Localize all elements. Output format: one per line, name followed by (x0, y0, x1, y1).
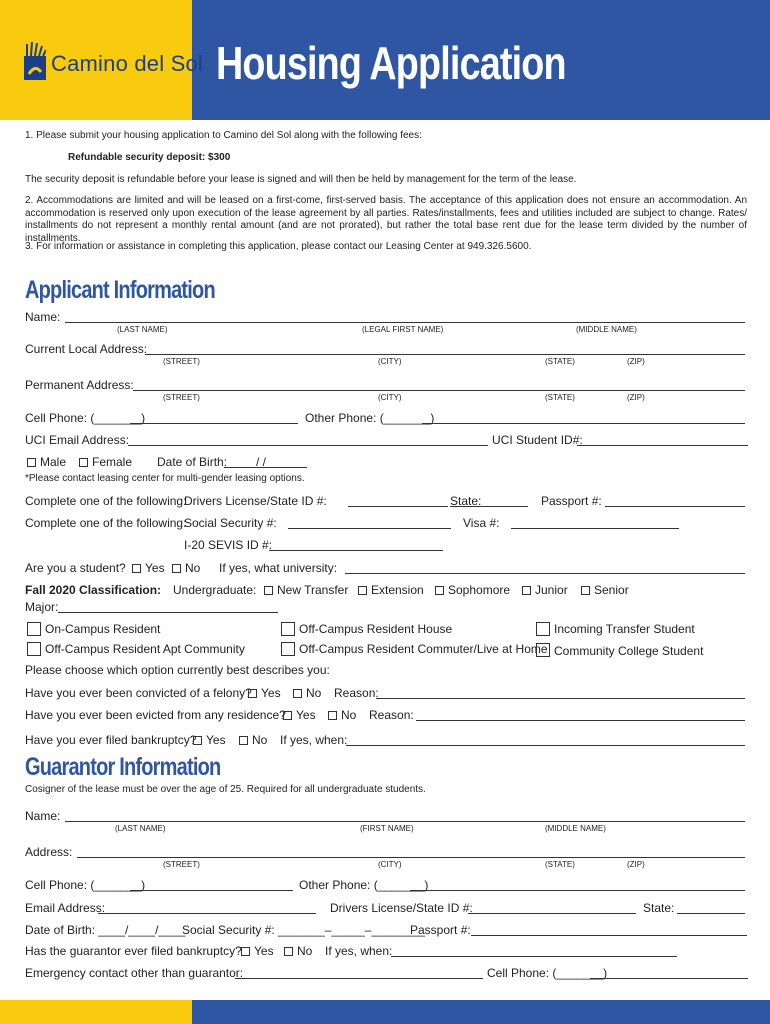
intro-item-1: 1. Please submit your housing application to Camino del Sol along with the following fees: (25, 130, 422, 141)
permanent-address-label: Permanent Address: (25, 378, 134, 392)
guarantor-first-name-caption: (FIRST NAME) (360, 824, 414, 833)
emergency-cell-label: Cell Phone: (_______) (487, 966, 608, 980)
ssn-label: Social Security #: (184, 516, 277, 530)
footer-yellow (0, 1000, 192, 1024)
i20-field[interactable] (269, 550, 443, 551)
middle-name-caption: (MIDDLE NAME) (576, 325, 637, 334)
state-field[interactable] (450, 506, 528, 507)
class-option-senior[interactable]: Senior (581, 583, 629, 597)
zip-caption: (ZIP) (627, 393, 645, 402)
guarantor-other-phone-field[interactable] (410, 890, 745, 891)
resident-option-incoming-transfer: Incoming Transfer Student (554, 622, 695, 636)
major-label: Major: (25, 600, 59, 614)
felony-yes-option[interactable]: Yes (248, 686, 281, 700)
checkbox-icon[interactable] (581, 586, 590, 595)
guarantor-state-field[interactable] (677, 913, 745, 914)
current-address-field[interactable] (145, 354, 745, 355)
eviction-reason-field[interactable] (416, 720, 745, 721)
bankruptcy-question: Have you ever filed bankruptcy? (25, 733, 197, 747)
cell-phone-field[interactable] (130, 423, 298, 424)
felony-no-option[interactable]: No (293, 686, 321, 700)
guarantor-middle-name-caption: (MIDDLE NAME) (545, 824, 606, 833)
checkbox-icon[interactable] (328, 711, 337, 720)
checkbox-icon[interactable] (536, 643, 550, 657)
guarantor-note: Cosigner of the lease must be over the age of 25. Required for all undergraduate students. (25, 784, 426, 795)
classification-label: Fall 2020 Classification: (25, 583, 162, 597)
class-option-new-transfer[interactable]: New Transfer (264, 583, 348, 597)
uci-email-field[interactable] (128, 445, 488, 446)
class-option-sophomore[interactable]: Sophomore (435, 583, 510, 597)
guarantor-street-caption: (STREET) (163, 860, 200, 869)
footer-bar (0, 1000, 770, 1024)
checkbox-icon[interactable] (27, 642, 41, 656)
undergraduate-label: Undergraduate: (173, 583, 257, 597)
guarantor-bankruptcy-yes[interactable]: Yes (241, 944, 274, 958)
multi-gender-note: *Please contact leasing center for multi-gender leasing options. (25, 473, 305, 484)
major-field[interactable] (58, 612, 278, 613)
passport-label: Passport #: (541, 494, 602, 508)
logo-text: Camino del Sol (51, 51, 203, 76)
guarantor-city-caption: (CITY) (378, 860, 402, 869)
other-phone-label: Other Phone: (_______) (305, 411, 435, 425)
checkbox-icon[interactable] (264, 586, 273, 595)
guarantor-license-field[interactable] (468, 913, 636, 914)
felony-reason-field[interactable] (376, 698, 745, 699)
emergency-contact-label: Emergency contact other than guarantor: (25, 966, 244, 980)
emergency-cell-field[interactable] (590, 978, 748, 979)
visa-label: Visa #: (463, 516, 500, 530)
bankruptcy-no-option[interactable]: No (239, 733, 267, 747)
guarantor-zip-caption: (ZIP) (627, 860, 645, 869)
footer-blue (192, 1000, 770, 1024)
checkbox-icon[interactable] (358, 586, 367, 595)
eviction-yes-option[interactable]: Yes (283, 708, 316, 722)
guarantor-bankruptcy-when-field[interactable] (391, 956, 677, 957)
checkbox-icon[interactable] (293, 689, 302, 698)
guarantor-bankruptcy-no[interactable]: No (284, 944, 312, 958)
header (0, 0, 770, 120)
deposit-note: The security deposit is refundable before your lease is signed and will then be held by management for the term of the lease. (25, 174, 577, 185)
eviction-question: Have you ever been evicted from any residence? (25, 708, 286, 722)
checkbox-icon[interactable] (435, 586, 444, 595)
state-caption: (STATE) (545, 393, 575, 402)
deposit-line: Refundable security deposit: $300 (68, 152, 231, 163)
checkbox-icon[interactable] (27, 622, 41, 636)
uci-email-label: UCI Email Address: (25, 433, 130, 447)
checkbox-icon[interactable] (241, 947, 250, 956)
bankruptcy-when-field[interactable] (346, 745, 745, 746)
class-option-extension[interactable]: Extension (358, 583, 424, 597)
guarantor-passport-label: Passport #: (410, 923, 471, 937)
resident-option-off-campus-apt: Off-Campus Resident Apt Community (45, 642, 245, 656)
checkbox-icon[interactable] (522, 586, 531, 595)
bankruptcy-when-label: If yes, when: (280, 733, 348, 747)
ssn-field[interactable] (288, 528, 451, 529)
other-phone-field[interactable] (422, 423, 745, 424)
guarantor-bankruptcy-when-label: If yes, when: (325, 944, 393, 958)
student-yes-option[interactable]: Yes (132, 561, 165, 575)
guarantor-ssn-label: Social Security #: _______–_____–________ (182, 923, 425, 937)
class-option-junior[interactable]: Junior (522, 583, 568, 597)
guarantor-name-field[interactable] (65, 821, 745, 822)
guarantor-license-label: Drivers License/State ID #: (330, 901, 473, 915)
checkbox-icon[interactable] (284, 947, 293, 956)
checkbox-icon[interactable] (172, 564, 181, 573)
university-field[interactable] (345, 573, 745, 574)
passport-field[interactable] (605, 506, 745, 507)
male-option[interactable]: Male (27, 455, 66, 469)
student-no-option[interactable]: No (172, 561, 200, 575)
guarantor-cell-field[interactable] (130, 890, 293, 891)
checkbox-icon[interactable] (281, 642, 295, 656)
resident-option-off-campus-house: Off-Campus Resident House (299, 622, 453, 636)
drivers-license-label: Drivers License/State ID #: (184, 494, 327, 508)
page-title: Housing Application (216, 37, 566, 89)
resident-option-community-college: Community College Student (554, 644, 704, 658)
checkbox-icon[interactable] (79, 458, 88, 467)
visa-field[interactable] (511, 528, 679, 529)
last-name-caption: (LAST NAME) (117, 325, 168, 334)
current-address-label: Current Local Address: (25, 342, 148, 356)
state-label: State: (450, 494, 482, 508)
checkbox-icon[interactable] (283, 711, 292, 720)
checkbox-icon[interactable] (27, 458, 36, 467)
drivers-license-field[interactable] (348, 506, 448, 507)
checkbox-icon[interactable] (193, 736, 202, 745)
guarantor-state-label: State: (643, 901, 675, 915)
guarantor-name-label: Name: (25, 809, 61, 823)
zip-caption: (ZIP) (627, 357, 645, 366)
felony-reason-label: Reason: (334, 686, 379, 700)
guarantor-state-caption: (STATE) (545, 860, 575, 869)
guarantor-email-field[interactable] (98, 913, 316, 914)
checkbox-icon[interactable] (239, 736, 248, 745)
guarantor-address-field[interactable] (77, 857, 745, 858)
street-caption: (STREET) (163, 357, 200, 366)
checkbox-icon[interactable] (281, 622, 295, 636)
checkbox-icon[interactable] (248, 689, 257, 698)
eviction-no-option[interactable]: No (328, 708, 356, 722)
female-option[interactable]: Female (79, 455, 132, 469)
guarantor-heading: Guarantor Information (25, 753, 221, 781)
checkbox-icon[interactable] (536, 622, 550, 636)
resident-option-commuter: Off-Campus Resident Commuter/Live at Home (299, 642, 548, 656)
eviction-reason-label: Reason: (369, 708, 414, 722)
uci-student-id-label: UCI Student ID#: (492, 433, 583, 447)
choose-option-label: Please choose which option currently best describes you: (25, 663, 330, 677)
city-caption: (CITY) (378, 357, 402, 366)
emergency-contact-field[interactable] (235, 978, 483, 979)
bankruptcy-yes-option[interactable]: Yes (193, 733, 226, 747)
university-label: If yes, what university: (219, 561, 338, 575)
checkbox-icon[interactable] (132, 564, 141, 573)
intro-item-2: 2. Accommodations are limited and will be leased on a first-come, first-served basis. The acceptance of this application does not ensure an accommodation. An accommodation is reserved only upon execution of the lease agreement by all parties. Rates/installments, fees and utilities included are subject to change. Rates/ installments do not represent a monthly rental amount (and are not prorated), but rather the total base rent due for the lease term divided by the number of installments. (25, 195, 747, 244)
guarantor-dob-label: Date of Birth: ____/____/____ (25, 923, 186, 937)
guarantor-bankruptcy-question: Has the guarantor ever filed bankruptcy? (25, 944, 242, 958)
complete-one-label-2: Complete one of the following: (25, 516, 187, 530)
intro-item-3: 3. For information or assistance in completing this application, please contact our Leasing Center at 949.326.5600. (25, 241, 532, 252)
resident-option-on-campus: On-Campus Resident (45, 622, 161, 636)
guarantor-last-name-caption: (LAST NAME) (115, 824, 166, 833)
i20-label: I-20 SEVIS ID #: (184, 538, 273, 552)
name-label: Name: (25, 310, 61, 324)
applicant-heading: Applicant Information (25, 276, 215, 304)
student-question: Are you a student? (25, 561, 126, 575)
guarantor-address-label: Address: (25, 845, 73, 859)
guarantor-cell-label: Cell Phone: (_______) (25, 878, 146, 892)
first-name-caption: (LEGAL FIRST NAME) (362, 325, 444, 334)
state-caption: (STATE) (545, 357, 575, 366)
cell-phone-label: Cell Phone: (_______) (25, 411, 146, 425)
uci-student-id-field[interactable] (577, 445, 748, 446)
street-caption: (STREET) (163, 393, 200, 402)
permanent-address-field[interactable] (133, 390, 745, 391)
dob-slashes: / / (256, 455, 267, 469)
guarantor-passport-field[interactable] (471, 935, 747, 936)
dob-label: Date of Birth: (157, 455, 228, 469)
guarantor-email-label: Email Address: (25, 901, 106, 915)
guarantor-other-phone-label: Other Phone: (_______) (299, 878, 429, 892)
complete-one-label: Complete one of the following: (25, 494, 187, 508)
felony-question: Have you ever been convicted of a felony? (25, 686, 252, 700)
name-field[interactable] (65, 322, 745, 323)
city-caption: (CITY) (378, 393, 402, 402)
sun-logo-icon (24, 42, 46, 80)
